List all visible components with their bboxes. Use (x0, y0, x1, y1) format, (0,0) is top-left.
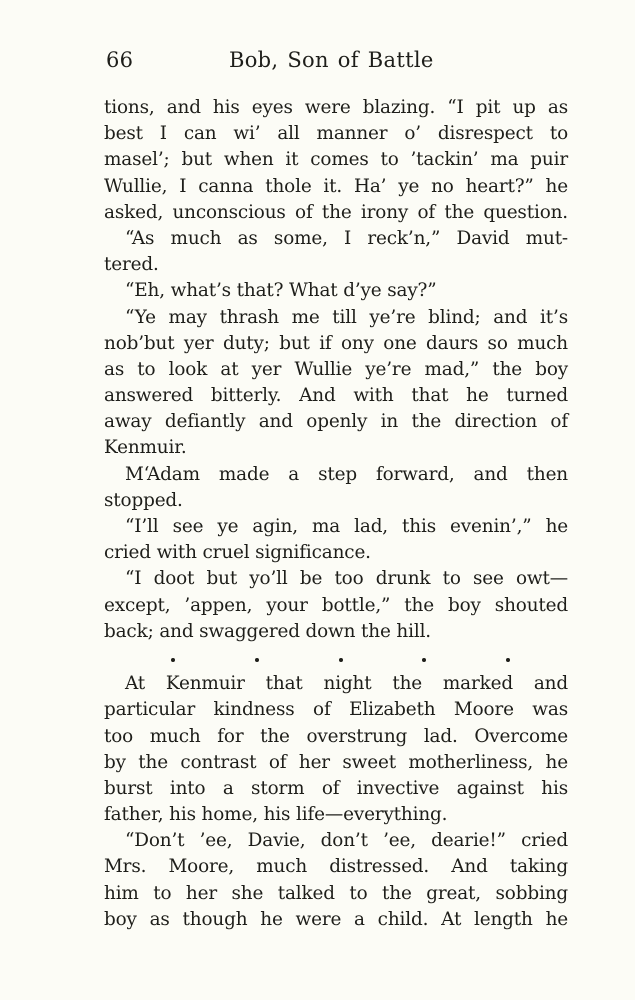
page-header (104, 48, 568, 82)
text-line: masel’; but when it comes to ’tackin’ ma puir (104, 149, 568, 171)
text-line: answered bitterly. And with that he turned (104, 385, 568, 407)
text-line: Wullie, I canna thole it. Ha’ ye no heart?” he (104, 175, 568, 197)
text-line: “I’ll see ye agin, ma lad, this evenin’,” he (125, 516, 568, 537)
break-dot (339, 658, 343, 662)
text-line: tions, and his eyes were blazing. “I pit up as (104, 97, 568, 118)
text-line: At Kenmuir that night the marked and (125, 673, 568, 695)
text-line: back; and swaggered down the hill. (104, 620, 431, 642)
text-line: by the contrast of her sweet motherliness, he (104, 751, 568, 773)
text-line: away defiantly and openly in the direction of (104, 411, 568, 433)
text-line: Mrs. Moore, much distressed. And taking (104, 856, 568, 878)
section-break (104, 645, 568, 671)
break-dot (422, 658, 426, 662)
text-line: asked, unconscious of the irony of the question. (104, 201, 568, 223)
break-dot (255, 658, 259, 662)
break-dot (506, 658, 510, 662)
text-line: boy as though he were a child. At length he (104, 908, 568, 930)
text-line: M‘Adam made a step forward, and then (125, 463, 568, 485)
break-dot (171, 658, 175, 662)
text-line: father, his home, his life—everything. (104, 804, 448, 826)
text-line: too much for the overstrung lad. Overcome (104, 725, 568, 747)
text-line: “I doot but yo’ll be too drunk to see owt— (125, 568, 568, 590)
text-line: stopped. (104, 489, 183, 511)
text-line: burst into a storm of invective against his (104, 777, 568, 799)
text-line: nob’but yer duty; but if ony one daurs so much (104, 332, 568, 354)
running-title: Bob, Son of Battle (229, 48, 434, 72)
text-line: best I can wi’ all manner o’ disrespect to (104, 123, 568, 145)
text-line: him to her she talked to the great, sobbing (104, 882, 568, 904)
text-line: Kenmuir. (104, 437, 187, 459)
text-line: “Don’t ’ee, Davie, don’t ’ee, dearie!” cried (125, 830, 568, 852)
text-line: tered. (104, 254, 159, 276)
body-text (104, 95, 568, 933)
text-line: “Ye may thrash me till ye’re blind; and it’s (125, 306, 568, 328)
page-number: 66 (106, 48, 134, 72)
text-line: “As much as some, I reck’n,” David mut- (125, 227, 568, 249)
text-line: as to look at yer Wullie ye’re mad,” the boy (104, 358, 568, 380)
text-line: “Eh, what’s that? What d’ye say?” (125, 280, 437, 302)
text-line: except, ’appen, your bottle,” the boy shouted (104, 594, 568, 616)
text-line: particular kindness of Elizabeth Moore was (104, 699, 568, 721)
text-line: cried with cruel significance. (104, 542, 371, 564)
